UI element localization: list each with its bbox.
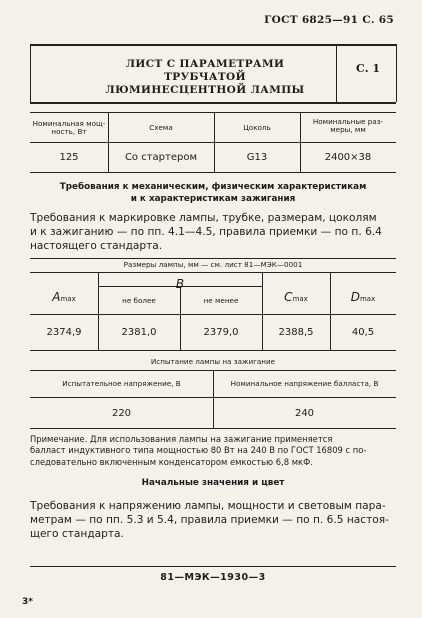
- table1-header-dims-line1: Номинальные раз-: [312, 117, 384, 126]
- table1-value-dims: 2400×38: [324, 152, 372, 163]
- table1-header-rule: [30, 142, 396, 143]
- table2-value-d: 40,5: [351, 327, 375, 338]
- mech-section-title: [30, 182, 396, 206]
- table2-header-b-max: не менее: [203, 296, 239, 305]
- voltage-paragraph: [30, 500, 396, 542]
- mech-section-line1: Требования к механическим, физическим характеристикам: [59, 182, 367, 192]
- table2-header-d-sub: max: [359, 295, 376, 303]
- table2-top-rule: [30, 258, 396, 259]
- table3-header-rule: [30, 397, 396, 398]
- table2-header-b-min: не более: [122, 296, 156, 305]
- table1-header-power: [30, 120, 108, 137]
- table1-header-dims-line2: меры, мм: [330, 125, 366, 135]
- title-bottom-rule: [30, 102, 396, 104]
- table2-header-b: [98, 274, 262, 292]
- table2-header-d-letter: D: [350, 290, 360, 304]
- table1-value-base: G13: [246, 152, 268, 163]
- table3-caption: Испытание лампы на зажигание: [150, 357, 276, 366]
- table3-header-ballast: Номинальное напряжение балласта, В: [230, 379, 379, 388]
- table1-header-power-line1: Номинальная мощ-: [32, 119, 106, 128]
- sheet-code: С. 1: [355, 62, 381, 75]
- table3-value-test: 220: [111, 408, 132, 419]
- voltage-line3: щего стандарта.: [30, 527, 124, 540]
- table1-bottom-rule: [30, 172, 396, 173]
- table3-value-ballast: 240: [294, 408, 315, 419]
- table2-value-b2: 2379,0: [203, 327, 239, 338]
- marking-paragraph: [30, 212, 396, 254]
- table1-header-scheme: Схема: [149, 123, 173, 132]
- table2-header-d: [330, 287, 396, 305]
- table2-caption: Размеры лампы, мм — см. лист 81—МЭК—0001: [123, 260, 303, 269]
- table2-value-a: 2374,9: [46, 327, 82, 338]
- table2-header-rule: [30, 314, 396, 315]
- marking-line3: настоящего стандарта.: [30, 239, 163, 252]
- table1-value-scheme: Со стартером: [124, 152, 198, 163]
- table2-header-c-letter: C: [284, 290, 293, 304]
- table2-header-a-sub: max: [60, 295, 76, 303]
- footer-rule: [30, 566, 396, 567]
- page-mark: 3*: [22, 597, 33, 607]
- title-top-rule: [30, 44, 396, 46]
- standard-header: ГОСТ 6825—91 С. 65: [264, 14, 394, 26]
- sheet-title-line1: ЛИСТ С ПАРАМЕТРАМИ ТРУБЧАТОЙ: [125, 58, 285, 84]
- table2-col-divider-b: [180, 286, 181, 350]
- table2-header-c: [262, 287, 330, 305]
- table2-caption-rule: [30, 272, 396, 273]
- voltage-line2: метрам — по пп. 5.3 и 5.4, правила приемки — по п. 6.5 настоя-: [30, 513, 389, 526]
- table2-header-a: [30, 287, 98, 305]
- table3-header-test: Испытательное напряжение, В: [62, 379, 181, 388]
- note-line3: следовательно включенным конденсатором емкостью 6,8 мкФ.: [30, 456, 313, 467]
- table1-value-power: 125: [59, 152, 79, 163]
- table1-top-rule: [30, 112, 396, 113]
- note-line2: балласт индуктивного типа мощностью 80 Вт на 240 В по ГОСТ 16809 с по-: [30, 445, 367, 456]
- footer-code: 81—МЭК—1930—3: [160, 572, 266, 583]
- table1-header-dims: [300, 118, 396, 135]
- title-right-border: [396, 44, 397, 102]
- table1-header-power-line2: ность, Вт: [51, 127, 87, 137]
- table2-value-c: 2388,5: [278, 327, 314, 338]
- voltage-line1: Требования к напряжению лампы, мощности и световым пара-: [30, 500, 386, 512]
- table2-header-a-letter: A: [52, 290, 61, 304]
- marking-line1: Требования к маркировке лампы, трубке, размерам, цоколям: [30, 212, 377, 224]
- table3-bottom-rule: [30, 428, 396, 429]
- table2-header-b-letter: B: [175, 277, 185, 291]
- marking-line2: и к зажиганию — по пп. 4.1—4.5, правила приемки — по п. 6.4: [30, 225, 382, 238]
- sheet-title-line2: ЛЮМИНЕСЦЕНТНОЙ ЛАМПЫ: [105, 84, 305, 97]
- title-left-border: [30, 44, 31, 102]
- table2-bottom-rule: [30, 350, 396, 351]
- table1-header-base: Цоколь: [243, 123, 271, 132]
- sheet-title: [100, 58, 310, 97]
- note-line1: Примечание. Для использования лампы на зажигание применяется: [30, 434, 333, 444]
- table2-value-b1: 2381,0: [121, 327, 157, 338]
- table2-header-c-sub: max: [292, 295, 308, 303]
- title-divider: [336, 44, 337, 102]
- mech-section-line2: и к характеристикам зажигания: [130, 193, 296, 204]
- note-paragraph: [30, 434, 396, 468]
- initial-section-title: Начальные значения и цвет: [141, 478, 285, 488]
